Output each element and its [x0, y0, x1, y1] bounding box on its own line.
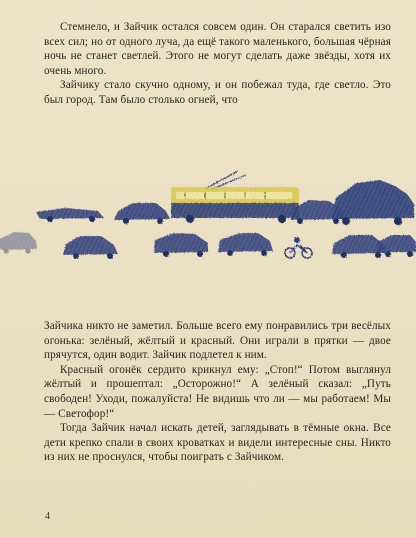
car-icon — [36, 208, 104, 222]
car-icon — [0, 232, 37, 254]
paragraph: Тогда Зайчик начал искать детей, заглядывать в тёмные окна. Все дети крепко спали в своих кроватках и видели интересные сны. Никто из них не проснулся, чтобы поиграть с Зайчиком. — [44, 422, 391, 464]
page-number: 4 — [45, 511, 50, 522]
bicycle-icon — [285, 238, 312, 258]
paragraph: Зайчику стало скучно одному, и он побежал туда, где светло. Это был город. Там было столько огней, что — [44, 79, 391, 106]
paragraph: Красный огонёк сердито крикнул ему: „Стоп!“ Потом выглянул жёлтый и прошептал: „Осторожно!“ А зелёный сказал: „Путь свободен! Уходи, пожалуйста! Не видишь что ли — мы работаем! Мы — Светофор!“ — [44, 363, 391, 420]
trolleybus-icon — [171, 171, 299, 223]
text-top — [44, 20, 391, 108]
car-icon — [377, 235, 416, 257]
traffic-row-lower — [0, 232, 416, 259]
car-icon — [218, 233, 273, 256]
text-bottom — [44, 319, 391, 465]
car-icon — [154, 233, 208, 257]
traffic-row-upper — [36, 171, 414, 225]
city-traffic-illustration — [0, 163, 416, 283]
paragraph: Зайчика никто не заметил. Больше всего ему понравились три весёлых огонька: зелёный, жёлтый и красный. Они играли в прятки — двое прячутся, один водит. Зайчик подлетел к ним. — [44, 320, 391, 362]
car-icon — [63, 236, 118, 259]
paragraph: Стемнело, и Зайчик остался совсем один. Он старался светить изо всех сил; но от одного луча, да ещё такого маленького, большая чёрная ночь не станет светлей. Этого не могут сделать даже звёзды, хотя их очень много. — [44, 21, 391, 77]
truck-icon — [331, 180, 414, 225]
car-icon — [114, 203, 170, 224]
